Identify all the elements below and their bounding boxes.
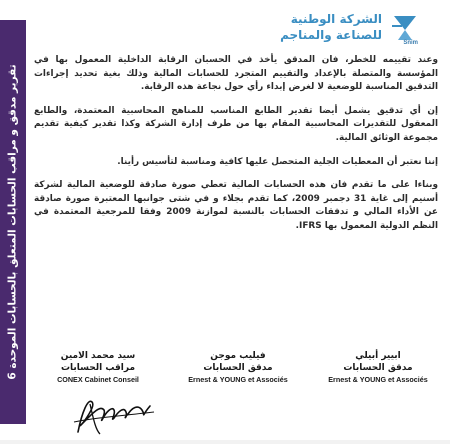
report-body (34, 54, 438, 244)
signatory-name: فيليب موجن (210, 351, 266, 361)
signatory-role: مدقق الحسابات (343, 363, 413, 373)
logo-title-line2: للصناعة والمناجم (280, 28, 382, 42)
paragraph-risk-assessment: وعند تقييمه للخطر، فان المدقق يأخذ في الحسبان الرقابة الداخلية المعمول بها في المؤسسة والمتصلة بالإعداد والتقييم المتجرد للحسابات المالية وذلك بغية تحديد إجراءات التدقيق المناسبة للوضعية لا لغرض إبداء رأي حول نجاعة هذه الرقابة. (34, 55, 438, 93)
signatory (33, 350, 163, 386)
bottom-strip (0, 440, 450, 444)
signatory-name: سيد محمد الامين (60, 351, 136, 361)
signatories (34, 350, 438, 390)
paragraph-audit-scope: إن أي تدقيق يشمل أيضا تقدير الطابع المناسب للمناهج المحاسبية المعتمدة، والطابع المعقول للتقديرات المحاسبية المقام بها من طرف إدارة الشركة وكذا تقدير كيفية تقديم مجموعة الوثائق المالية. (34, 105, 438, 143)
logo-title-line1: الشركة الوطنية (290, 12, 382, 26)
side-band-text: 6 تقرير مدقق و مراقب الحسابات المتعلق بالحسابات الموحدة (7, 64, 20, 380)
signatory-firm: Ernest & YOUNG et Associés (328, 375, 428, 384)
logo-brand: Snim (403, 40, 418, 46)
handwritten-signature (70, 392, 160, 438)
signatory (178, 350, 298, 386)
signatory (318, 350, 438, 386)
signatory-role: مراقب الحسابات (60, 363, 136, 373)
signatory-name: ابيير أبيلي (355, 351, 401, 361)
paragraph-sufficiency: إننا نعتبر أن المعطيات الجلية المتحصل عليها كافية ومناسبة لتأسيس رأينا. (117, 156, 438, 167)
company-logo (222, 10, 422, 48)
snim-logo-icon (388, 10, 422, 44)
paragraph-opinion: وبناءا على ما تقدم فان هذه الحسابات المالية تعطي صورة صادقة للوضعية المالية لشركة أسنيم إلى غاية 31 دجمبر 2009، كما تقدم بجلاء و في شتى جوانبها المعتبرة صورة صادقة عن الأداء المالي و تدفقات الحسابات بالنسبة لموازنة 2009 وفقا للمرجعية المعتمدة في النظم الدولية المعمول بها IFRS. (34, 180, 438, 231)
side-band-title (0, 20, 26, 424)
signatory-firm: CONEX Cabinet Conseil (57, 375, 139, 384)
signatory-firm: Ernest & YOUNG et Associés (188, 375, 288, 384)
signatory-role: مدقق الحسابات (203, 363, 273, 373)
